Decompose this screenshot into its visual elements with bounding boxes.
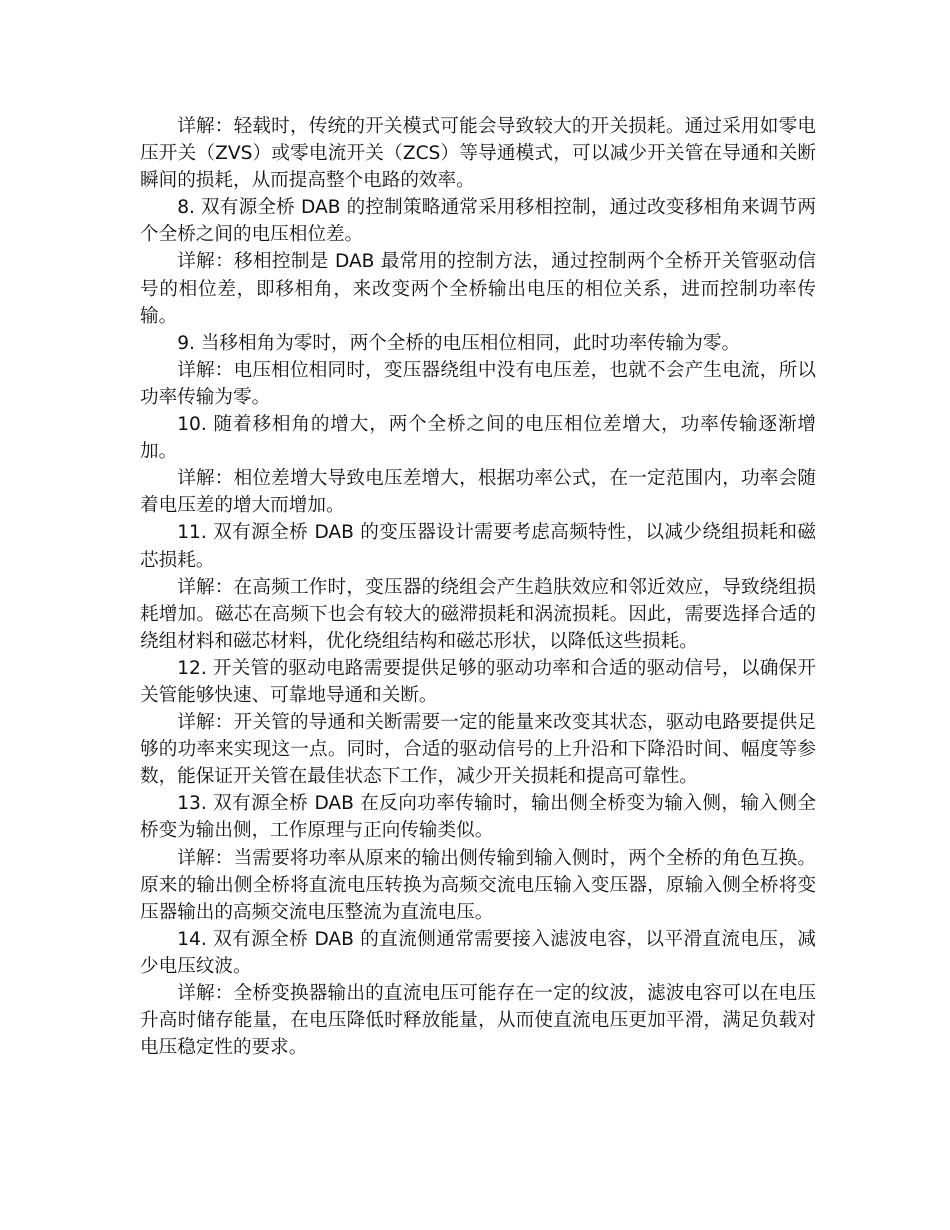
paragraph-explanation-12: 详解：开关管的导通和关断需要一定的能量来改变其状态，驱动电路要提供足够的功率来实现这一点。同时，合适的驱动信号的上升沿和下降沿时间、幅度等参数，能保证开关管在最佳状态下工作，减少开关损耗和提高可靠性。	[140, 712, 816, 788]
paragraph-item-11: 11. 双有源全桥 DAB 的变压器设计需要考虑高频特性，以减少绕组损耗和磁芯损耗。	[140, 522, 816, 571]
paragraph-explanation-7: 详解：轻载时，传统的开关模式可能会导致较大的开关损耗。通过采用如零电压开关（ZVS）或零电流开关（ZCS）等导通模式，可以减少开关管在导通和关断瞬间的损耗，从而提高整个电路的效率。	[140, 116, 816, 192]
document-body	[140, 113, 816, 1061]
paragraph-explanation-8: 详解：移相控制是 DAB 最常用的控制方法，通过控制两个全桥开关管驱动信号的相位差，即移相角，来改变两个全桥输出电压的相位关系，进而控制功率传输。	[140, 251, 816, 327]
paragraph-item-8: 8. 双有源全桥 DAB 的控制策略通常采用移相控制，通过改变移相角来调节两个全桥之间的电压相位差。	[140, 197, 816, 246]
paragraph-item-10: 10. 随着移相角的增大，两个全桥之间的电压相位差增大，功率传输逐渐增加。	[140, 414, 816, 463]
paragraph-explanation-13: 详解：当需要将功率从原来的输出侧传输到输入侧时，两个全桥的角色互换。原来的输出侧全桥将直流电压转换为高频交流电压输入变压器，原输入侧全桥将变压器输出的高频交流电压整流为直流电压。	[140, 847, 816, 923]
paragraph-explanation-11: 详解：在高频工作时，变压器的绕组会产生趋肤效应和邻近效应，导致绕组损耗增加。磁芯在高频下也会有较大的磁滞损耗和涡流损耗。因此，需要选择合适的绕组材料和磁芯材料，优化绕组结构和磁芯形状，以降低这些损耗。	[140, 576, 816, 652]
paragraph-explanation-10: 详解：相位差增大导致电压差增大，根据功率公式，在一定范围内，功率会随着电压差的增大而增加。	[140, 468, 816, 517]
paragraph-item-12: 12. 开关管的驱动电路需要提供足够的驱动功率和合适的驱动信号，以确保开关管能够快速、可靠地导通和关断。	[140, 657, 816, 706]
paragraph-explanation-9: 详解：电压相位相同时，变压器绕组中没有电压差，也就不会产生电流，所以功率传输为零。	[140, 359, 816, 408]
paragraph-item-9: 9. 当移相角为零时，两个全桥的电压相位相同，此时功率传输为零。	[177, 332, 741, 354]
paragraph-explanation-14: 详解：全桥变换器输出的直流电压可能存在一定的纹波，滤波电容可以在电压升高时储存能量，在电压降低时释放能量，从而使直流电压更加平滑，满足负载对电压稳定性的要求。	[140, 983, 816, 1059]
paragraph-item-14: 14. 双有源全桥 DAB 的直流侧通常需要接入滤波电容，以平滑直流电压，减少电压纹波。	[140, 928, 816, 977]
paragraph-item-13: 13. 双有源全桥 DAB 在反向功率传输时，输出侧全桥变为输入侧，输入侧全桥变为输出侧，工作原理与正向传输类似。	[140, 793, 816, 842]
